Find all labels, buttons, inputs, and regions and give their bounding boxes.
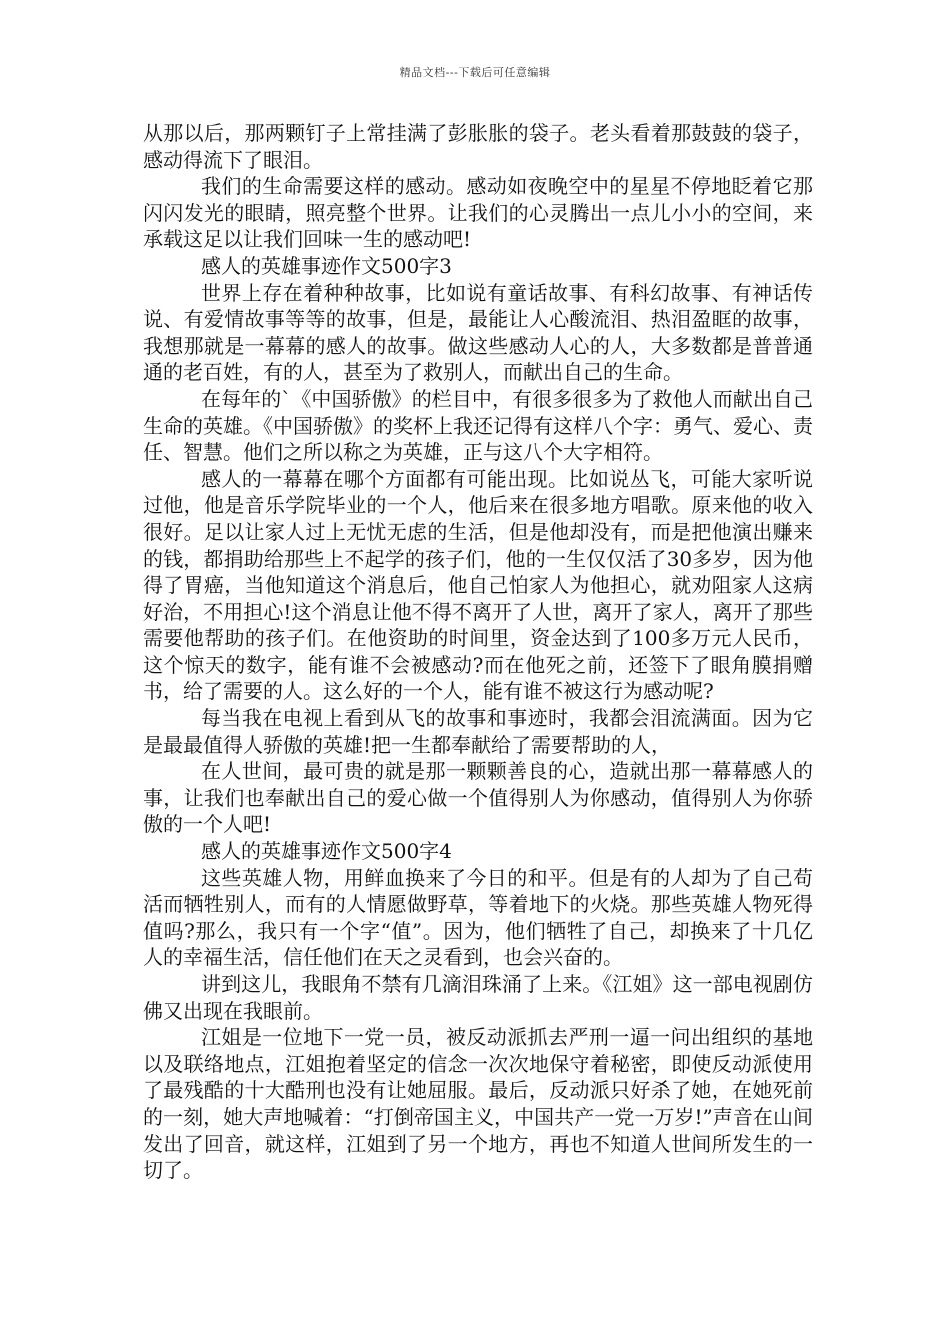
page-header: 精品文档---下载后可任意编辑 xyxy=(399,66,551,79)
paragraph: 每当我在电视上看到从飞的故事和事迹时，我都会泪流满面。因为它是最最值得人骄傲的英雄!把一生都奉献给了需要帮助的人， xyxy=(143,706,813,757)
document-body xyxy=(143,120,813,1184)
paragraph: 在人世间，最可贵的就是那一颗颗善良的心，造就出那一幕幕感人的事，让我们也奉献出自己的爱心做一个值得别人为你感动，值得别人为你骄傲的一个人吧! xyxy=(143,759,813,837)
section-heading: 感人的英雄事迹作文500字3 xyxy=(201,253,452,278)
paragraph: 讲到这儿，我眼角不禁有几滴泪珠涌了上来。《江姐》这一部电视剧仿佛又出现在我眼前。 xyxy=(143,972,813,1023)
section-heading: 感人的英雄事迹作文500字4 xyxy=(201,839,452,864)
paragraph: 我们的生命需要这样的感动。感动如夜晚空中的星星不停地眨着它那闪闪发光的眼睛，照亮整个世界。让我们的心灵腾出一点儿小小的空间，来承载这足以让我们回味一生的感动吧! xyxy=(143,174,813,252)
paragraph: 从那以后，那两颗钉子上常挂满了彭胀胀的袋子。老头看着那鼓鼓的袋子，感动得流下了眼泪。 xyxy=(143,121,813,172)
paragraph: 感人的一幕幕在哪个方面都有可能出现。比如说丛飞，可能大家听说过他，他是音乐学院毕业的一个人，他后来在很多地方唱歌。原来他的收入很好。足以让家人过上无忧无虑的生活，但是他却没有，而是把他演出赚来的钱，都捐助给那些上不起学的孩子们，他的一生仅仅活了30多岁，因为他得了胃癌，当他知道这个消息后，他自己怕家人为他担心，就劝阻家人这病好治，不用担心!这个消息让他不得不离开了人世，离开了家人，离开了那些需要他帮助的孩子们。在他资助的时间里，资金达到了100多万元人民币，这个惊天的数字，能有谁不会被感动?而在他死之前，还签下了眼角膜捐赠书，给了需要的人。这么好的一个人，能有谁不被这行为感动呢? xyxy=(143,466,813,704)
paragraph: 江姐是一位地下一党一员，被反动派抓去严刑一逼一问出组织的基地以及联络地点，江姐抱着坚定的信念一次次地保守着秘密，即使反动派使用了最残酷的十大酷刑也没有让她屈服。最后，反动派只好杀了她，在她死前的一刻，她大声地喊着：“打倒帝国主义，中国共产一党一万岁!”声音在山间发出了回音，就这样，江姐到了另一个地方，再也不知道人世间所发生的一切了。 xyxy=(143,1025,813,1183)
paragraph: 在每年的`《中国骄傲》的栏目中，有很多很多为了救他人而献出自己生命的英雄。《中国骄傲》的奖杯上我还记得有这样八个字：勇气、爱心、责任、智慧。他们之所以称之为英雄，正与这八个大字相符。 xyxy=(143,386,813,465)
paragraph: 这些英雄人物，用鲜血换来了今日的和平。但是有的人却为了自己苟活而牺牲别人，而有的人情愿做野草，等着地下的火烧。那些英雄人物死得值吗?那么，我只有一个字“值”。因为，他们牺牲了自己，却换来了十几亿人的幸福生活，信任他们在天之灵看到，也会兴奋的。 xyxy=(143,865,813,970)
paragraph: 世界上存在着种种故事，比如说有童话故事、有科幻故事、有神话传说、有爱情故事等等的故事，但是，最能让人心酸流泪、热泪盈眶的故事，我想那就是一幕幕的感人的故事。做这些感动人心的人，大多数都是普普通通的老百姓，有的人，甚至为了救别人，而献出自己的生命。 xyxy=(143,280,813,385)
